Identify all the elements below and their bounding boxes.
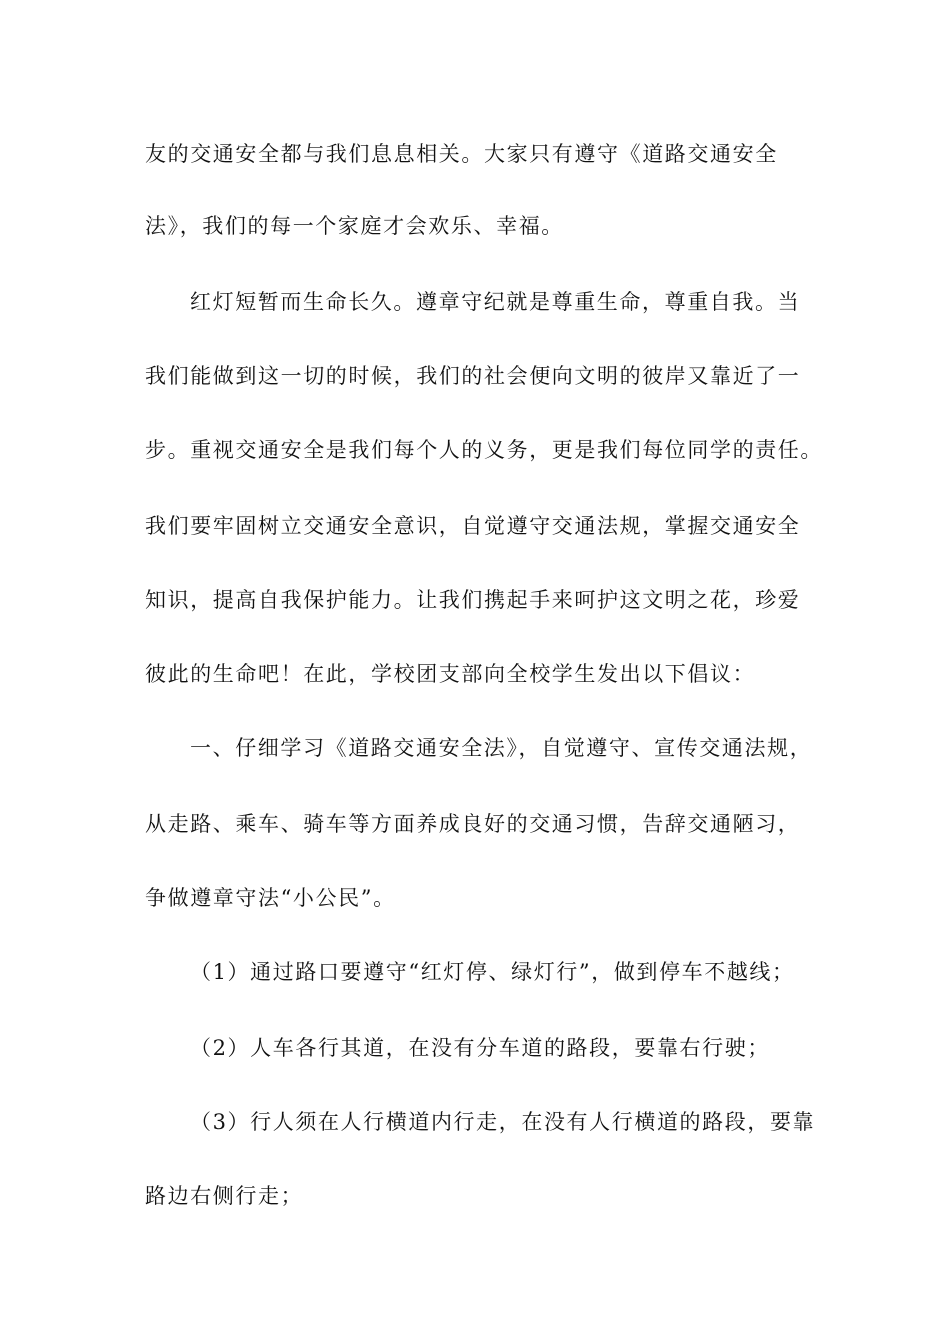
text-line: 从走路、乘车、骑车等方面养成良好的交通习惯，告辞交通陋习，	[145, 812, 801, 836]
text-line: 路边右侧行走；	[145, 1184, 304, 1208]
list-item-3: （3）行人须在人行横道内行走，在没有人行横道的路段，要靠	[190, 1110, 816, 1134]
paragraph-start-line: 一、仔细学习《道路交通安全法》，自觉遵守、宣传交通法规，	[190, 736, 813, 760]
text-line: 知识，提高自我保护能力。让我们携起手来呵护这文明之花，珍爱	[145, 588, 801, 612]
text-line: 彼此的生命吧！在此，学校团支部向全校学生发出以下倡议：	[145, 662, 756, 686]
paragraph-start-line: 红灯短暂而生命长久。遵章守纪就是尊重生命，尊重自我。当	[190, 290, 801, 314]
list-item-2: （2）人车各行其道，在没有分车道的路段，要靠右行驶；	[190, 1036, 770, 1060]
list-item-1: （1）通过路口要遵守“红灯停、绿灯行”，做到停车不越线；	[190, 960, 795, 984]
text-line: 我们能做到这一切的时候，我们的社会便向文明的彼岸又靠近了一	[145, 364, 801, 388]
text-line: 争做遵章守法“小公民”。	[145, 886, 396, 910]
text-line: 我们要牢固树立交通安全意识，自觉遵守交通法规，掌握交通安全	[145, 514, 801, 538]
text-line: 友的交通安全都与我们息息相关。大家只有遵守《道路交通安全	[145, 142, 778, 166]
text-line: 法》，我们的每一个家庭才会欢乐、幸福。	[145, 214, 564, 238]
text-line: 步。重视交通安全是我们每个人的义务，更是我们每位同学的责任。	[145, 438, 823, 462]
